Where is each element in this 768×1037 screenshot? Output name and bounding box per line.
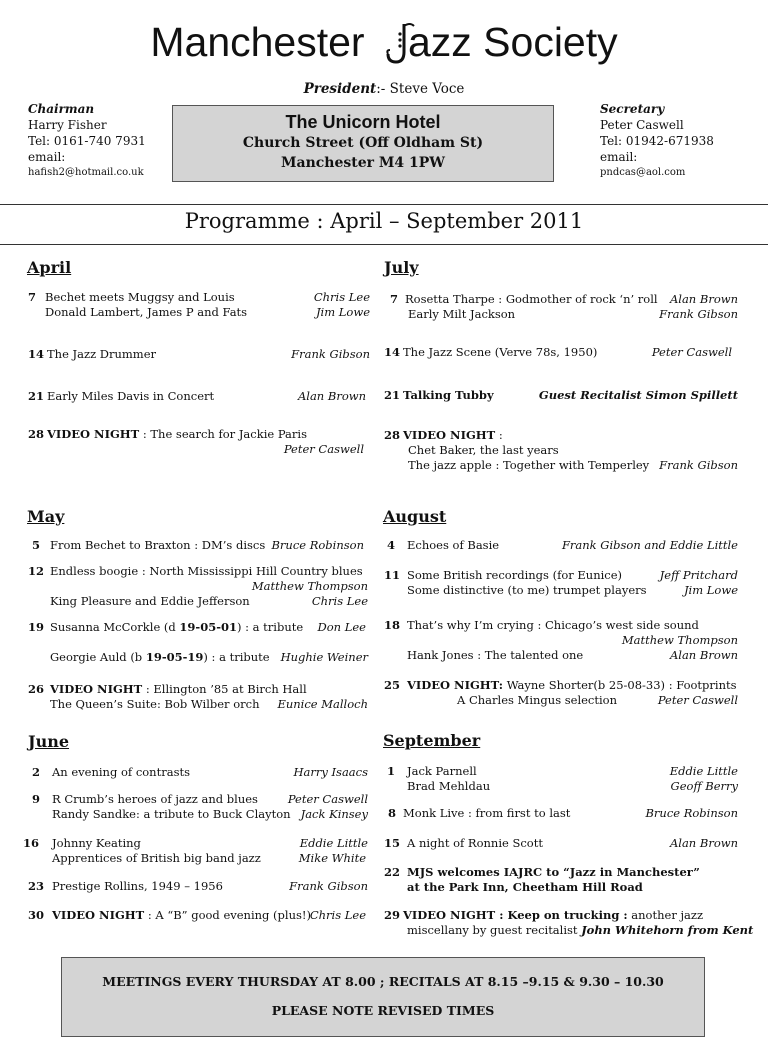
event-speaker: Jeff Pritchard: [659, 568, 738, 582]
event-speaker: John Whitehorn from Kent: [581, 923, 754, 937]
society-title: [0, 18, 768, 66]
event-title: Johnny Keating: [52, 836, 141, 850]
event-day: 28: [384, 428, 401, 442]
event-title: The Queen’s Suite: Bob Wilber orch: [50, 697, 260, 711]
chairman-name: Harry Fisher: [28, 118, 107, 132]
event-speaker: Eddie Little: [299, 836, 368, 850]
event-title: King Pleasure and Eddie Jefferson: [50, 594, 250, 608]
event-day: 7: [390, 292, 399, 306]
event-title: Jack Parnell: [407, 764, 477, 778]
chairman-email[interactable]: hafish2@hotmail.co.uk: [28, 167, 144, 178]
event-speaker: Alan Brown: [669, 836, 738, 850]
president-name: :- Steve Voce: [376, 81, 465, 97]
event-jul-28: [384, 428, 738, 476]
event-apr-28: [28, 427, 370, 459]
secretary-name: Peter Caswell: [600, 118, 684, 132]
month-heading-august: August: [383, 507, 447, 526]
chairman-tel: Tel: 0161-740 7931: [28, 134, 146, 148]
event-day: 21: [28, 389, 45, 403]
video-night-label: VIDEO NIGHT:: [407, 678, 504, 692]
chairman-email-label: email:: [28, 150, 66, 164]
event-day: 4: [387, 538, 396, 552]
event-title: The Jazz Drummer: [47, 347, 157, 361]
event-title: Wayne Shorter(b 25-08-33) : Footprints: [503, 678, 737, 692]
event-title: :: [495, 428, 503, 442]
event-sep-8: [384, 806, 738, 822]
video-night-label: VIDEO NIGHT: [403, 428, 496, 442]
event-aug-4: [384, 538, 738, 554]
event-day: 26: [28, 682, 45, 696]
event-title: Monk Live : from first to last: [403, 806, 571, 820]
event-jun-16: [23, 836, 370, 868]
secretary-block: [600, 101, 714, 181]
event-speaker: Chris Lee: [309, 908, 366, 922]
venue-street: Church Street (Off Oldham St): [242, 135, 484, 151]
event-title: Donald Lambert, James P and Fats: [45, 305, 248, 319]
event-title: The jazz apple : Together with Temperley: [408, 458, 650, 472]
event-aug-18: [384, 618, 738, 666]
event-day: 23: [28, 879, 45, 893]
event-speaker: Alan Brown: [669, 648, 738, 662]
event-jul-21: [384, 388, 738, 404]
event-speaker: Geoff Berry: [670, 779, 738, 793]
event-may-12: [28, 564, 370, 612]
event-speaker: Eunice Malloch: [277, 697, 368, 711]
event-speaker: Frank Gibson: [659, 307, 738, 321]
venue-city: Manchester M4 1PW: [281, 155, 445, 171]
event-day: 8: [388, 806, 397, 820]
event-speaker: Jack Kinsey: [300, 807, 368, 821]
event-speaker: Harry Isaacs: [293, 765, 368, 779]
event-may-26: [28, 682, 370, 714]
event-title: Bechet meets Muggsy and Louis: [45, 290, 235, 304]
event-sep-1: [384, 764, 738, 796]
event-title: Some distinctive (to me) trumpet players: [407, 583, 647, 597]
event-day: 5: [32, 538, 41, 552]
event-speaker: Jim Lowe: [315, 305, 370, 319]
video-night-label: VIDEO NIGHT: [52, 908, 145, 922]
event-speaker: Bruce Robinson: [645, 806, 738, 820]
secretary-email-label: email:: [600, 150, 638, 164]
chairman-block: [28, 101, 146, 181]
event-jun-2: [28, 765, 370, 781]
meetings-notice: [61, 957, 705, 1037]
event-speaker: Peter Caswell: [651, 345, 732, 359]
event-title: From Bechet to Braxton : DM’s discs: [50, 538, 266, 552]
event-title: Brad Mehldau: [407, 779, 491, 793]
event-speaker: Mike White: [298, 851, 366, 865]
event-apr-14: [28, 347, 370, 363]
event-day: 9: [32, 792, 41, 806]
event-title: Rosetta Tharpe : Godmother of rock ‘n’ roll: [405, 292, 658, 306]
month-heading-june: June: [28, 732, 70, 751]
event-speaker: Frank Gibson: [659, 458, 738, 472]
event-title: That’s why I’m crying : Chicago’s west side sound: [407, 618, 699, 632]
secretary-email[interactable]: pndcas@aol.com: [600, 167, 686, 178]
event-day: 22: [384, 865, 401, 879]
event-title: Some British recordings (for Eunice): [407, 568, 623, 582]
event-day: 29: [384, 908, 401, 922]
event-title: Echoes of Basie: [407, 538, 500, 552]
event-day: 25: [384, 678, 401, 692]
event-speaker: Peter Caswell: [657, 693, 738, 707]
event-speaker: Hughie Weiner: [280, 650, 368, 664]
event-title: ) : a tribute: [203, 650, 270, 664]
event-speaker: Alan Brown: [297, 389, 366, 403]
event-title: A Charles Mingus selection: [457, 693, 618, 707]
event-title: Endless boogie : North Mississippi Hill Country blues: [50, 564, 363, 578]
president-line: [0, 81, 768, 97]
month-heading-september: September: [383, 731, 481, 750]
event-speaker: Guest Recitalist Simon Spillett: [538, 388, 738, 402]
event-speaker: Peter Caswell: [283, 442, 364, 456]
event-title: MJS welcomes IAJRC to “Jazz in Manchester”: [407, 865, 700, 879]
venue-name: The Unicorn Hotel: [285, 112, 441, 132]
event-day: 28: [28, 427, 45, 441]
month-heading-may: May: [27, 507, 65, 526]
event-may-5: [28, 538, 370, 554]
event-jul-14: [384, 345, 738, 361]
revised-times-note: PLEASE NOTE REVISED TIMES: [271, 1003, 495, 1018]
event-day: 14: [28, 347, 45, 361]
event-title: Susanna McCorkle (d: [50, 620, 180, 634]
event-title: : Ellington ’85 at Birch Hall: [142, 682, 307, 696]
title-left: Manchester: [150, 19, 365, 65]
event-day: 15: [384, 836, 401, 850]
event-day: 12: [28, 564, 45, 578]
meetings-times: MEETINGS EVERY THURSDAY AT 8.00 ; RECITALS AT 8.15 –9.15 & 9.30 – 10.30: [102, 974, 664, 989]
event-apr-21: [28, 389, 370, 405]
divider-bottom: [0, 244, 768, 245]
event-day: 7: [28, 290, 37, 304]
event-day: 2: [32, 765, 41, 779]
event-day: 30: [28, 908, 45, 922]
event-title: The Jazz Scene (Verve 78s, 1950): [403, 345, 598, 359]
chairman-role: Chairman: [28, 102, 95, 116]
video-night-label: VIDEO NIGHT: [50, 682, 143, 696]
secretary-tel: Tel: 01942-671938: [600, 134, 714, 148]
event-sep-22: [384, 865, 738, 897]
event-title: Georgie Auld (b: [50, 650, 146, 664]
event-jun-9: [28, 792, 370, 824]
event-aug-25: [384, 678, 738, 710]
event-speaker: Matthew Thompson: [621, 633, 738, 647]
event-day: 11: [384, 568, 401, 582]
event-title: An evening of contrasts: [52, 765, 190, 779]
event-title: at the Park Inn, Cheetham Hill Road: [407, 880, 643, 894]
event-title: Prestige Rollins, 1949 – 1956: [52, 879, 223, 893]
month-heading-april: April: [27, 258, 72, 277]
event-title: Talking Tubby: [403, 388, 494, 402]
event-speaker: Frank Gibson: [289, 879, 368, 893]
venue-box: [172, 105, 554, 182]
event-title: A night of Ronnie Scott: [407, 836, 543, 850]
title-right: azz Society: [407, 19, 618, 65]
video-night-label: VIDEO NIGHT : Keep on trucking :: [403, 908, 628, 922]
event-title: : A “B” good evening (plus!): [144, 908, 311, 922]
event-speaker: Alan Brown: [669, 292, 738, 306]
event-may-19: [28, 620, 370, 668]
event-jun-30: [28, 908, 370, 924]
event-speaker: Jim Lowe: [683, 583, 738, 597]
event-speaker: Bruce Robinson: [271, 538, 364, 552]
event-speaker: Matthew Thompson: [251, 579, 368, 593]
event-title: ) : a tribute: [236, 620, 304, 634]
event-speaker: Eddie Little: [669, 764, 738, 778]
event-title: Early Milt Jackson: [408, 307, 516, 321]
event-apr-7: [28, 290, 370, 322]
month-heading-july: July: [384, 258, 419, 277]
event-day: 14: [384, 345, 401, 359]
event-title: another jazz: [627, 908, 704, 922]
event-day: 21: [384, 388, 401, 402]
event-day: 19: [28, 620, 45, 634]
event-title: Early Miles Davis in Concert: [47, 389, 215, 403]
event-sep-15: [384, 836, 738, 852]
president-label: President: [303, 81, 377, 97]
event-day: 16: [23, 836, 40, 850]
event-speaker: Chris Lee: [311, 594, 368, 608]
video-night-label: VIDEO NIGHT: [47, 427, 140, 441]
divider-top: [0, 204, 768, 205]
event-speaker: Frank Gibson: [291, 347, 370, 361]
event-title: Apprentices of British big band jazz: [52, 851, 261, 865]
secretary-role: Secretary: [600, 102, 665, 116]
event-speaker: Peter Caswell: [287, 792, 368, 806]
event-jul-7: [384, 292, 738, 324]
event-speaker: Don Lee: [317, 620, 366, 634]
event-speaker: Chris Lee: [313, 290, 370, 304]
programme-title: Programme : April – September 2011: [184, 209, 584, 233]
event-title: Chet Baker, the last years: [408, 443, 559, 457]
event-date: 19-05-01: [179, 620, 237, 634]
event-aug-11: [384, 568, 738, 600]
event-title: R Crumb’s heroes of jazz and blues: [52, 792, 258, 806]
event-date: 19-05-19: [145, 650, 204, 664]
event-title: Hank Jones : The talented one: [407, 648, 584, 662]
event-speaker: Frank Gibson and Eddie Little: [561, 538, 738, 552]
event-jun-23: [28, 879, 370, 895]
event-title: Randy Sandke: a tribute to Buck Clayton: [52, 807, 291, 821]
event-sep-29: [384, 908, 754, 940]
event-title: : The search for Jackie Paris: [139, 427, 307, 441]
event-title: miscellany by guest recitalist: [407, 923, 582, 937]
event-day: 18: [384, 618, 401, 632]
event-day: 1: [387, 764, 396, 778]
